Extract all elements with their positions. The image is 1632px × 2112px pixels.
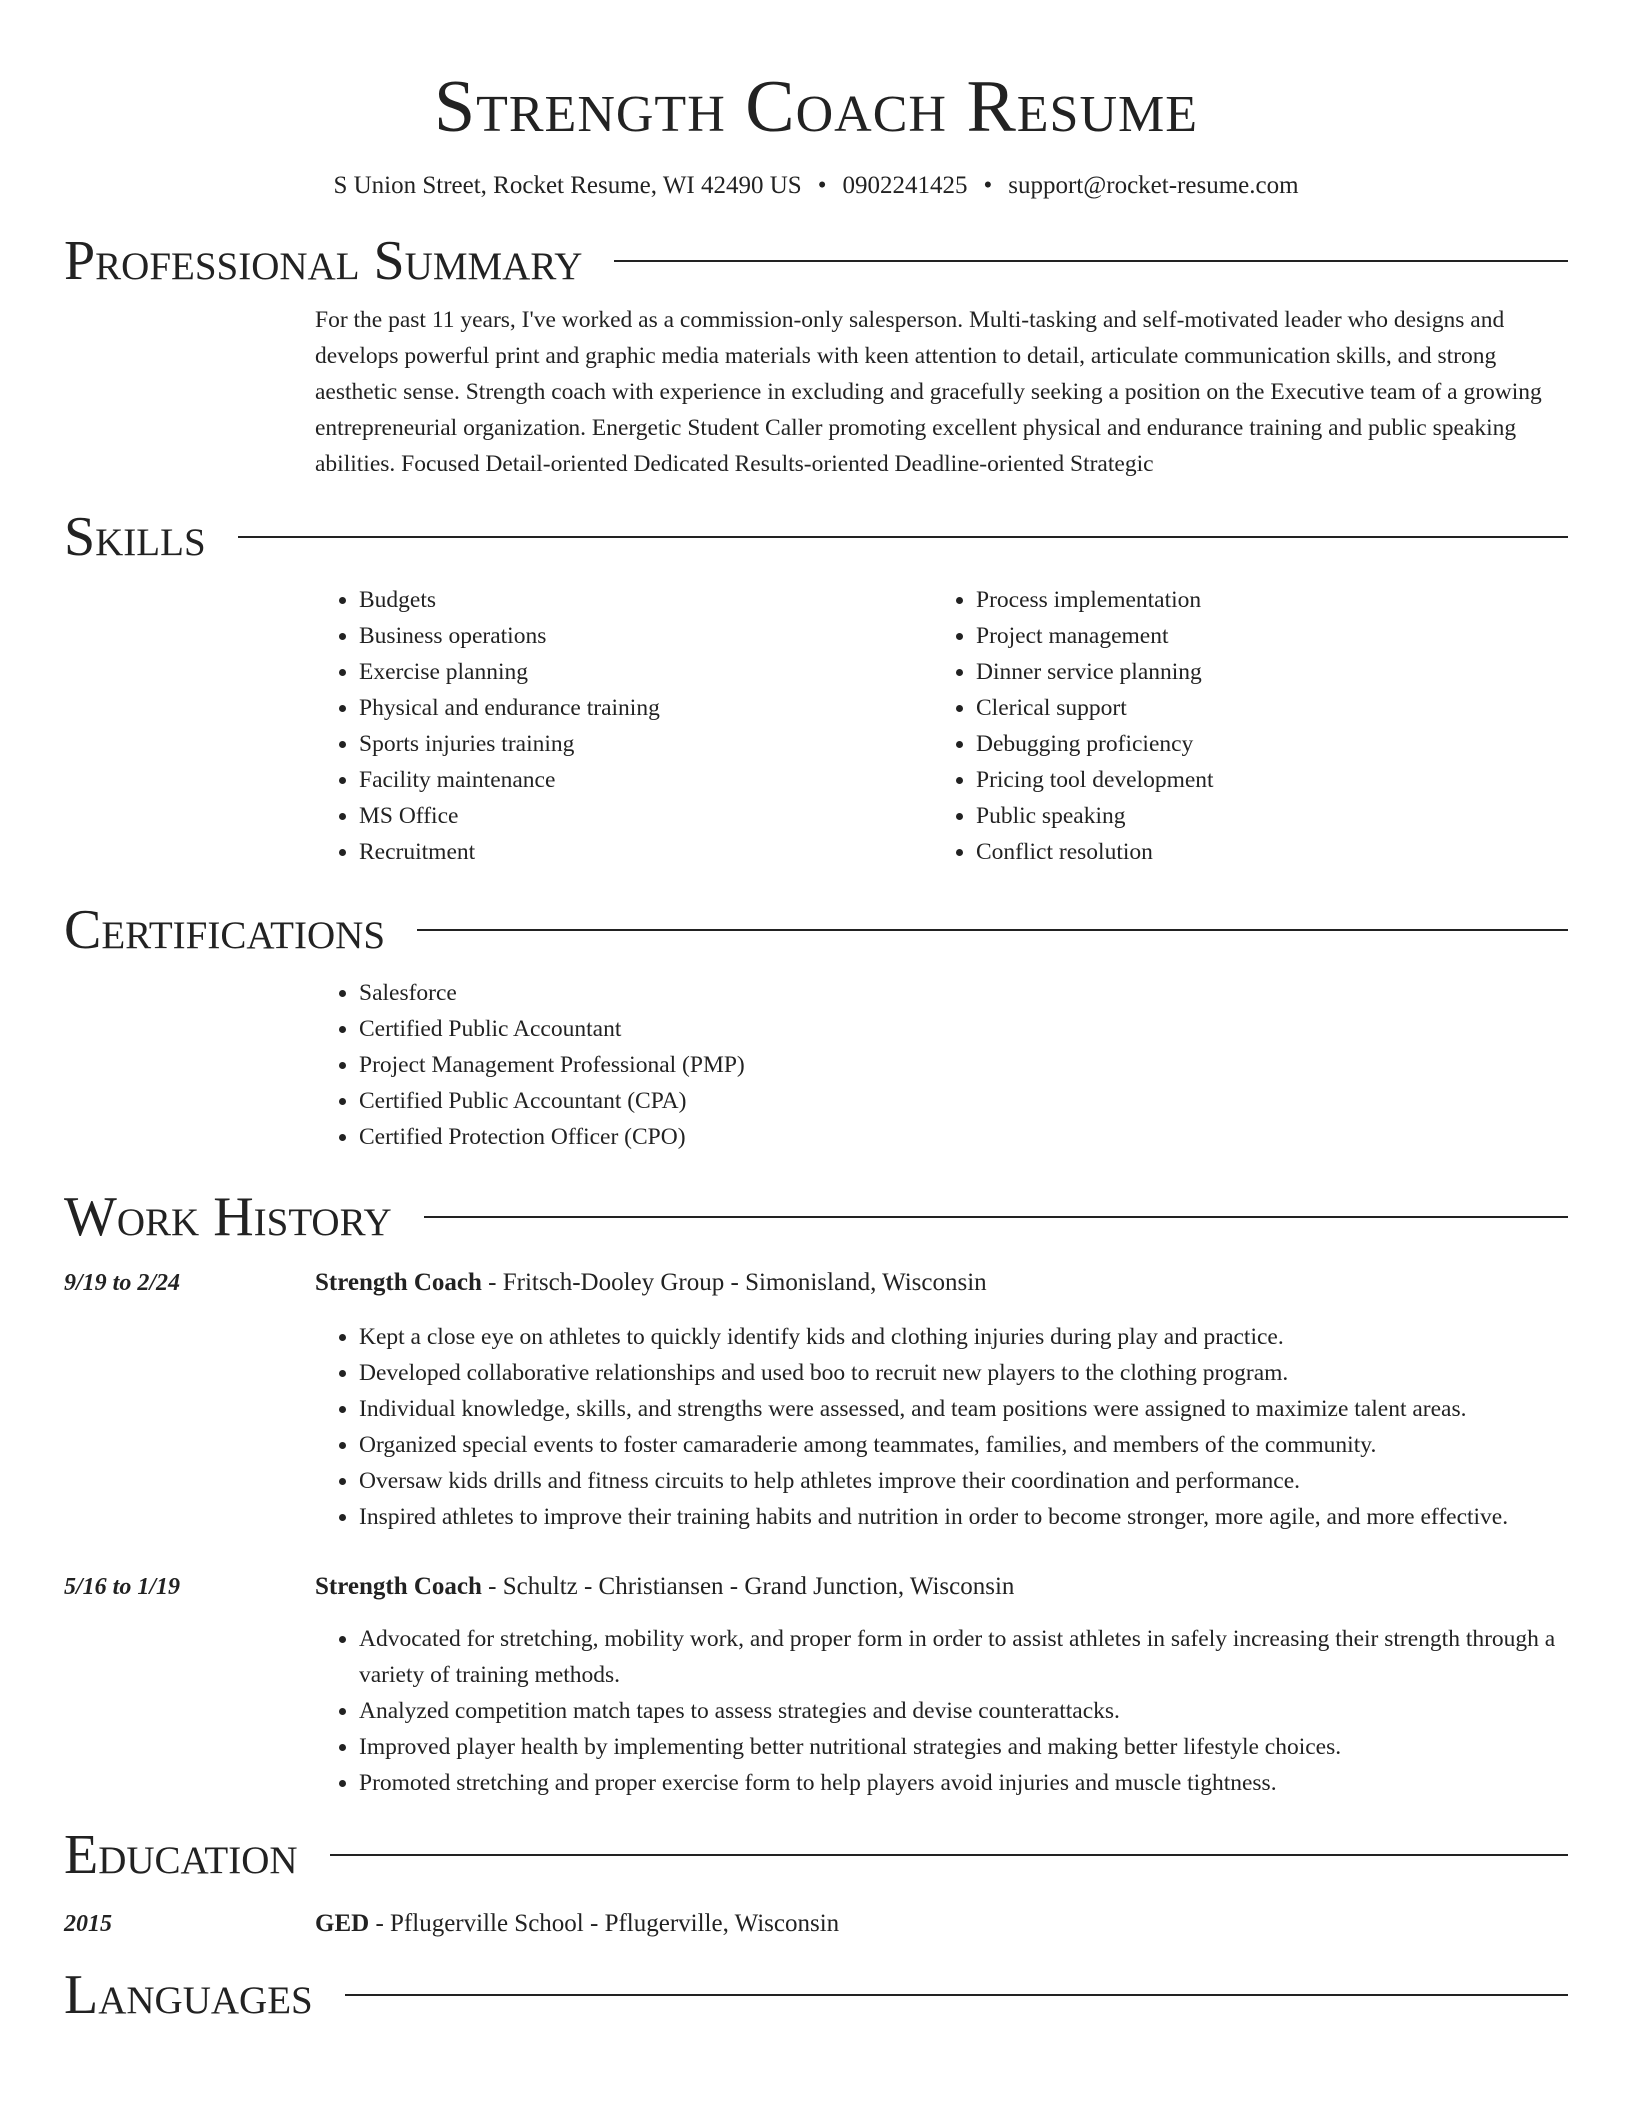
summary-heading: Professional Summary <box>64 230 583 292</box>
work-section-header <box>64 1185 1568 1249</box>
job-dates: 9/19 to 2/24 <box>64 1270 181 1296</box>
job-header <box>64 1569 1568 1605</box>
skill-item: • Recruitment <box>359 834 932 870</box>
job-bullets <box>315 1621 1568 1801</box>
certifications-section-header <box>64 898 1568 962</box>
certifications-list <box>315 975 1568 1155</box>
skills-heading: Skills <box>64 506 206 568</box>
job-entry <box>64 1569 1568 1801</box>
section-divider <box>614 260 1568 262</box>
section-divider <box>330 1854 1568 1856</box>
skill-item: • Dinner service planning <box>976 654 1549 690</box>
job-title-line <box>315 1265 987 1301</box>
education-degree: GED <box>315 1910 370 1937</box>
education-entry <box>64 1906 1568 1942</box>
skill-item: • Exercise planning <box>359 654 932 690</box>
education-line <box>315 1906 839 1942</box>
skill-item: • Conflict resolution <box>976 834 1549 870</box>
job-company: - Fritsch-Dooley Group - Simonisland, Wisconsin <box>481 1269 987 1296</box>
job-title-line <box>315 1569 1014 1605</box>
skill-item: • Physical and endurance training <box>359 690 932 726</box>
work-heading: Work History <box>64 1186 392 1248</box>
job-bullet: • Advocated for stretching, mobility work, and proper form in order to assist athletes in safely increasing their strength through a variety of training methods. <box>359 1621 1568 1693</box>
contact-address: S Union Street, Rocket Resume, WI 42490 US <box>333 172 802 199</box>
contact-separator: • <box>983 172 993 199</box>
job-bullet: • Developed collaborative relationships and used boo to recruit new players to the clothing program. <box>359 1355 1568 1391</box>
summary-text: For the past 11 years, I've worked as a commission-only salesperson. Multi-tasking and self-motivated leader who designs and develops powerful print and graphic media materials with keen attention to detail, articulate communication skills, and strong aesthetic sense. Strength coach with experience in excluding and gracefully seeking a position on the Executive team of a growing entrepreneurial organization. Energetic Student Caller promoting excellent physical and endurance training and public speaking abilities. Focused Detail-oriented Dedicated Results-oriented Deadline-oriented Strategic <box>315 307 1542 477</box>
certifications-heading: Certifications <box>64 899 386 961</box>
section-divider <box>424 1216 1568 1218</box>
skill-item: • Debugging proficiency <box>976 726 1549 762</box>
skill-item: • Public speaking <box>976 798 1549 834</box>
skill-item: • Sports injuries training <box>359 726 932 762</box>
resume-page <box>64 0 1568 2027</box>
certification-item: • Certified Public Accountant (CPA) <box>359 1083 1568 1119</box>
languages-heading: Languages <box>64 1964 313 2026</box>
skill-item: • MS Office <box>359 798 932 834</box>
certification-item: • Project Management Professional (PMP) <box>359 1047 1568 1083</box>
section-divider <box>238 536 1568 538</box>
job-dates: 5/16 to 1/19 <box>64 1574 181 1600</box>
contact-phone: 0902241425 <box>842 172 968 199</box>
section-divider <box>345 1994 1568 1996</box>
job-bullet: • Oversaw kids drills and fitness circuits to help athletes improve their coordination and performance. <box>359 1463 1568 1499</box>
skill-item: • Pricing tool development <box>976 762 1549 798</box>
skills-section-header <box>64 505 1568 569</box>
job-title: Strength Coach <box>315 1573 482 1600</box>
contact-separator: • <box>817 172 827 199</box>
job-bullet: • Inspired athletes to improve their training habits and nutrition in order to become stronger, more agile, and more effective. <box>359 1499 1568 1535</box>
certification-item: • Certified Public Accountant <box>359 1011 1568 1047</box>
skills-grid <box>315 582 1568 870</box>
skill-item: • Process implementation <box>976 582 1549 618</box>
job-entry <box>64 1265 1568 1535</box>
skill-item: • Business operations <box>359 618 932 654</box>
education-year: 2015 <box>64 1911 112 1937</box>
job-title: Strength Coach <box>315 1269 482 1296</box>
job-bullets <box>315 1319 1568 1535</box>
job-bullet: • Individual knowledge, skills, and strengths were assessed, and team positions were assigned to maximize talent areas. <box>359 1391 1568 1427</box>
skill-item: • Facility maintenance <box>359 762 932 798</box>
skill-item: • Budgets <box>359 582 932 618</box>
section-divider <box>417 929 1568 931</box>
languages-section-header <box>64 1963 1568 2027</box>
skills-column-left <box>315 582 932 870</box>
contact-line <box>64 170 1568 202</box>
job-bullet: • Organized special events to foster camaraderie among teammates, families, and members of the community. <box>359 1427 1568 1463</box>
certification-item: • Salesforce <box>359 975 1568 1011</box>
skill-item: • Project management <box>976 618 1549 654</box>
job-header <box>64 1265 1568 1301</box>
job-bullet: • Promoted stretching and proper exercise form to help players avoid injuries and muscle tightness. <box>359 1765 1568 1801</box>
job-bullet: • Improved player health by implementing better nutritional strategies and making better lifestyle choices. <box>359 1729 1568 1765</box>
resume-title: Strength Coach Resume <box>433 66 1199 148</box>
summary-section-header <box>64 229 1568 293</box>
education-section-header <box>64 1823 1568 1887</box>
contact-email: support@rocket-resume.com <box>1008 172 1299 199</box>
certification-item: • Certified Protection Officer (CPO) <box>359 1119 1568 1155</box>
skills-column-right <box>932 582 1549 870</box>
job-bullet: • Analyzed competition match tapes to assess strategies and devise counterattacks. <box>359 1693 1568 1729</box>
skill-item: • Clerical support <box>976 690 1549 726</box>
education-school: - Pflugerville School - Pflugerville, Wisconsin <box>369 1910 840 1937</box>
education-heading: Education <box>64 1824 298 1886</box>
job-bullet: • Kept a close eye on athletes to quickly identify kids and clothing injuries during play and practice. <box>359 1319 1568 1355</box>
job-company: - Schultz - Christiansen - Grand Junction, Wisconsin <box>481 1573 1015 1600</box>
